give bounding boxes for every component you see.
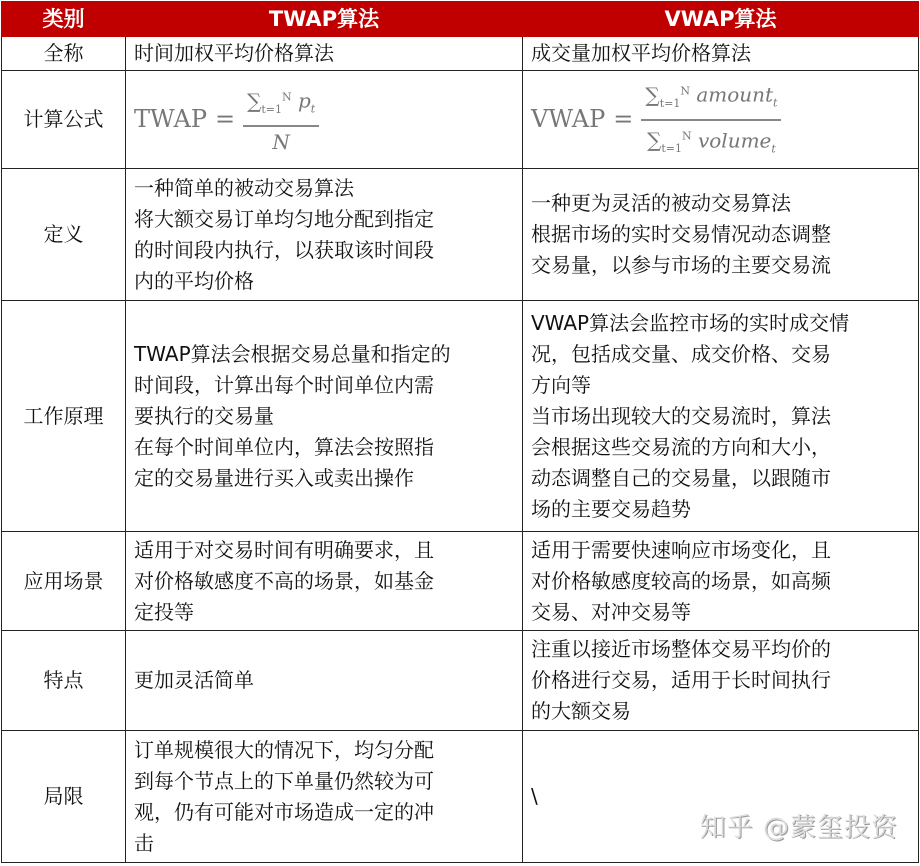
cell-line: 一种简单的被动交易算法: [134, 175, 354, 200]
row-category: 特点: [2, 631, 126, 731]
table-row: [2, 37, 919, 71]
cell-line: 交易量，以参与市场的主要交易流: [531, 253, 831, 277]
cell-line: 订单规模很大的情况下，均匀分配: [134, 737, 434, 762]
twap-cell: [126, 731, 523, 863]
comparison-table: [1, 1, 919, 863]
cell-line: 注重以接近市场整体交易平均价的: [531, 637, 831, 661]
sum-symbol: $\sum_{t=1}^N$: [247, 88, 292, 116]
twap-cell: [126, 532, 523, 631]
cell-line: 定的交易量进行买入或卖出操作: [134, 465, 414, 490]
cell-line: 适用于需要快速响应市场变化，且: [531, 537, 831, 562]
vwap-cell: [523, 631, 919, 731]
cell-line: 的大额交易: [531, 699, 631, 723]
cell-line: 观，仍有可能对市场造成一定的冲: [134, 799, 434, 824]
cell-line: 到每个节点上的下单量仍然较为可: [134, 768, 434, 793]
cell-line: 对价格敏感度较高的场景，如高频: [531, 568, 831, 593]
sum-symbol: $\sum_{t=1}^N$: [645, 82, 690, 110]
vwap-cell: [523, 37, 919, 71]
cell-line: 当市场出现较大的交易流时，算法: [531, 403, 831, 428]
table-row: [2, 631, 919, 731]
twap-cell: [126, 631, 523, 731]
row-category: 计算公式: [2, 71, 126, 169]
row-category: 定义: [2, 169, 126, 301]
row-category: 应用场景: [2, 532, 126, 631]
twap-cell: [126, 301, 523, 532]
header-category: 类别: [2, 2, 126, 37]
header-row: [2, 2, 919, 37]
cell-line: 适用于对交易时间有明确要求，且: [134, 537, 434, 562]
cell-line: 根据市场的实时交易情况动态调整: [531, 222, 831, 246]
twap-cell: [126, 169, 523, 301]
cell-line: 对价格敏感度不高的场景，如基金: [134, 568, 434, 593]
twap-formula: TWAP = $\frac{\sum_{t=1}^N p_t}{N}$: [126, 71, 523, 169]
cell-line: 场的主要交易趋势: [531, 496, 691, 521]
vwap-cell: [523, 532, 919, 631]
table-row: [2, 71, 919, 169]
cell-line: 在每个时间单位内，算法会按照指: [134, 434, 434, 459]
cell-line: TWAP算法会根据交易总量和指定的: [134, 341, 451, 366]
cell-line: 击: [134, 830, 154, 855]
vwap-cell: [523, 301, 919, 532]
cell-line: 交易、对冲交易等: [531, 599, 691, 624]
row-category: 全称: [2, 37, 126, 71]
cell-line: 成交量加权平均价格算法: [531, 41, 751, 65]
cell-line: 会根据这些交易流的方向和大小，: [531, 434, 831, 459]
vwap-cell: [523, 169, 919, 301]
header-vwap: VWAP算法: [523, 2, 919, 37]
row-category: 局限: [2, 731, 126, 863]
cell-line: 将大额交易订单均匀地分配到指定: [134, 206, 434, 231]
table-row: [2, 301, 919, 532]
cell-line: 更加灵活简单: [134, 668, 254, 692]
cell-line: 时间加权平均价格算法: [134, 41, 334, 65]
cell-line: 价格进行交易，适用于长时间执行: [531, 668, 831, 692]
cell-line: 要执行的交易量: [134, 403, 274, 428]
cell-line: 一种更为灵活的被动交易算法: [531, 191, 791, 215]
row-category: 工作原理: [2, 301, 126, 532]
cell-line: 定投等: [134, 599, 194, 624]
twap-cell: [126, 37, 523, 71]
header-twap: TWAP算法: [126, 2, 523, 37]
cell-line: 内的平均价格: [134, 268, 254, 293]
watermark: 知乎 @蒙玺投资: [699, 813, 898, 843]
cell-line: \: [531, 784, 538, 808]
table-row: [2, 169, 919, 301]
cell-line: 方向等: [531, 372, 591, 397]
cell-line: 的时间段内执行，以获取该时间段: [134, 237, 434, 262]
table-row: [2, 532, 919, 631]
cell-line: 时间段，计算出每个时间单位内需: [134, 372, 434, 397]
sum-symbol: $\sum_{t=1}^N$: [647, 128, 692, 156]
cell-line: VWAP算法会监控市场的实时成交情: [531, 310, 850, 335]
cell-line: 动态调整自己的交易量，以跟随市: [531, 465, 831, 490]
vwap-formula: VWAP = $\frac{\sum_{t=1}^N amount_t}{\sum_{t=1}^N volume_t}$: [523, 71, 919, 169]
cell-line: 况，包括成交量、成交价格、交易: [531, 341, 831, 366]
